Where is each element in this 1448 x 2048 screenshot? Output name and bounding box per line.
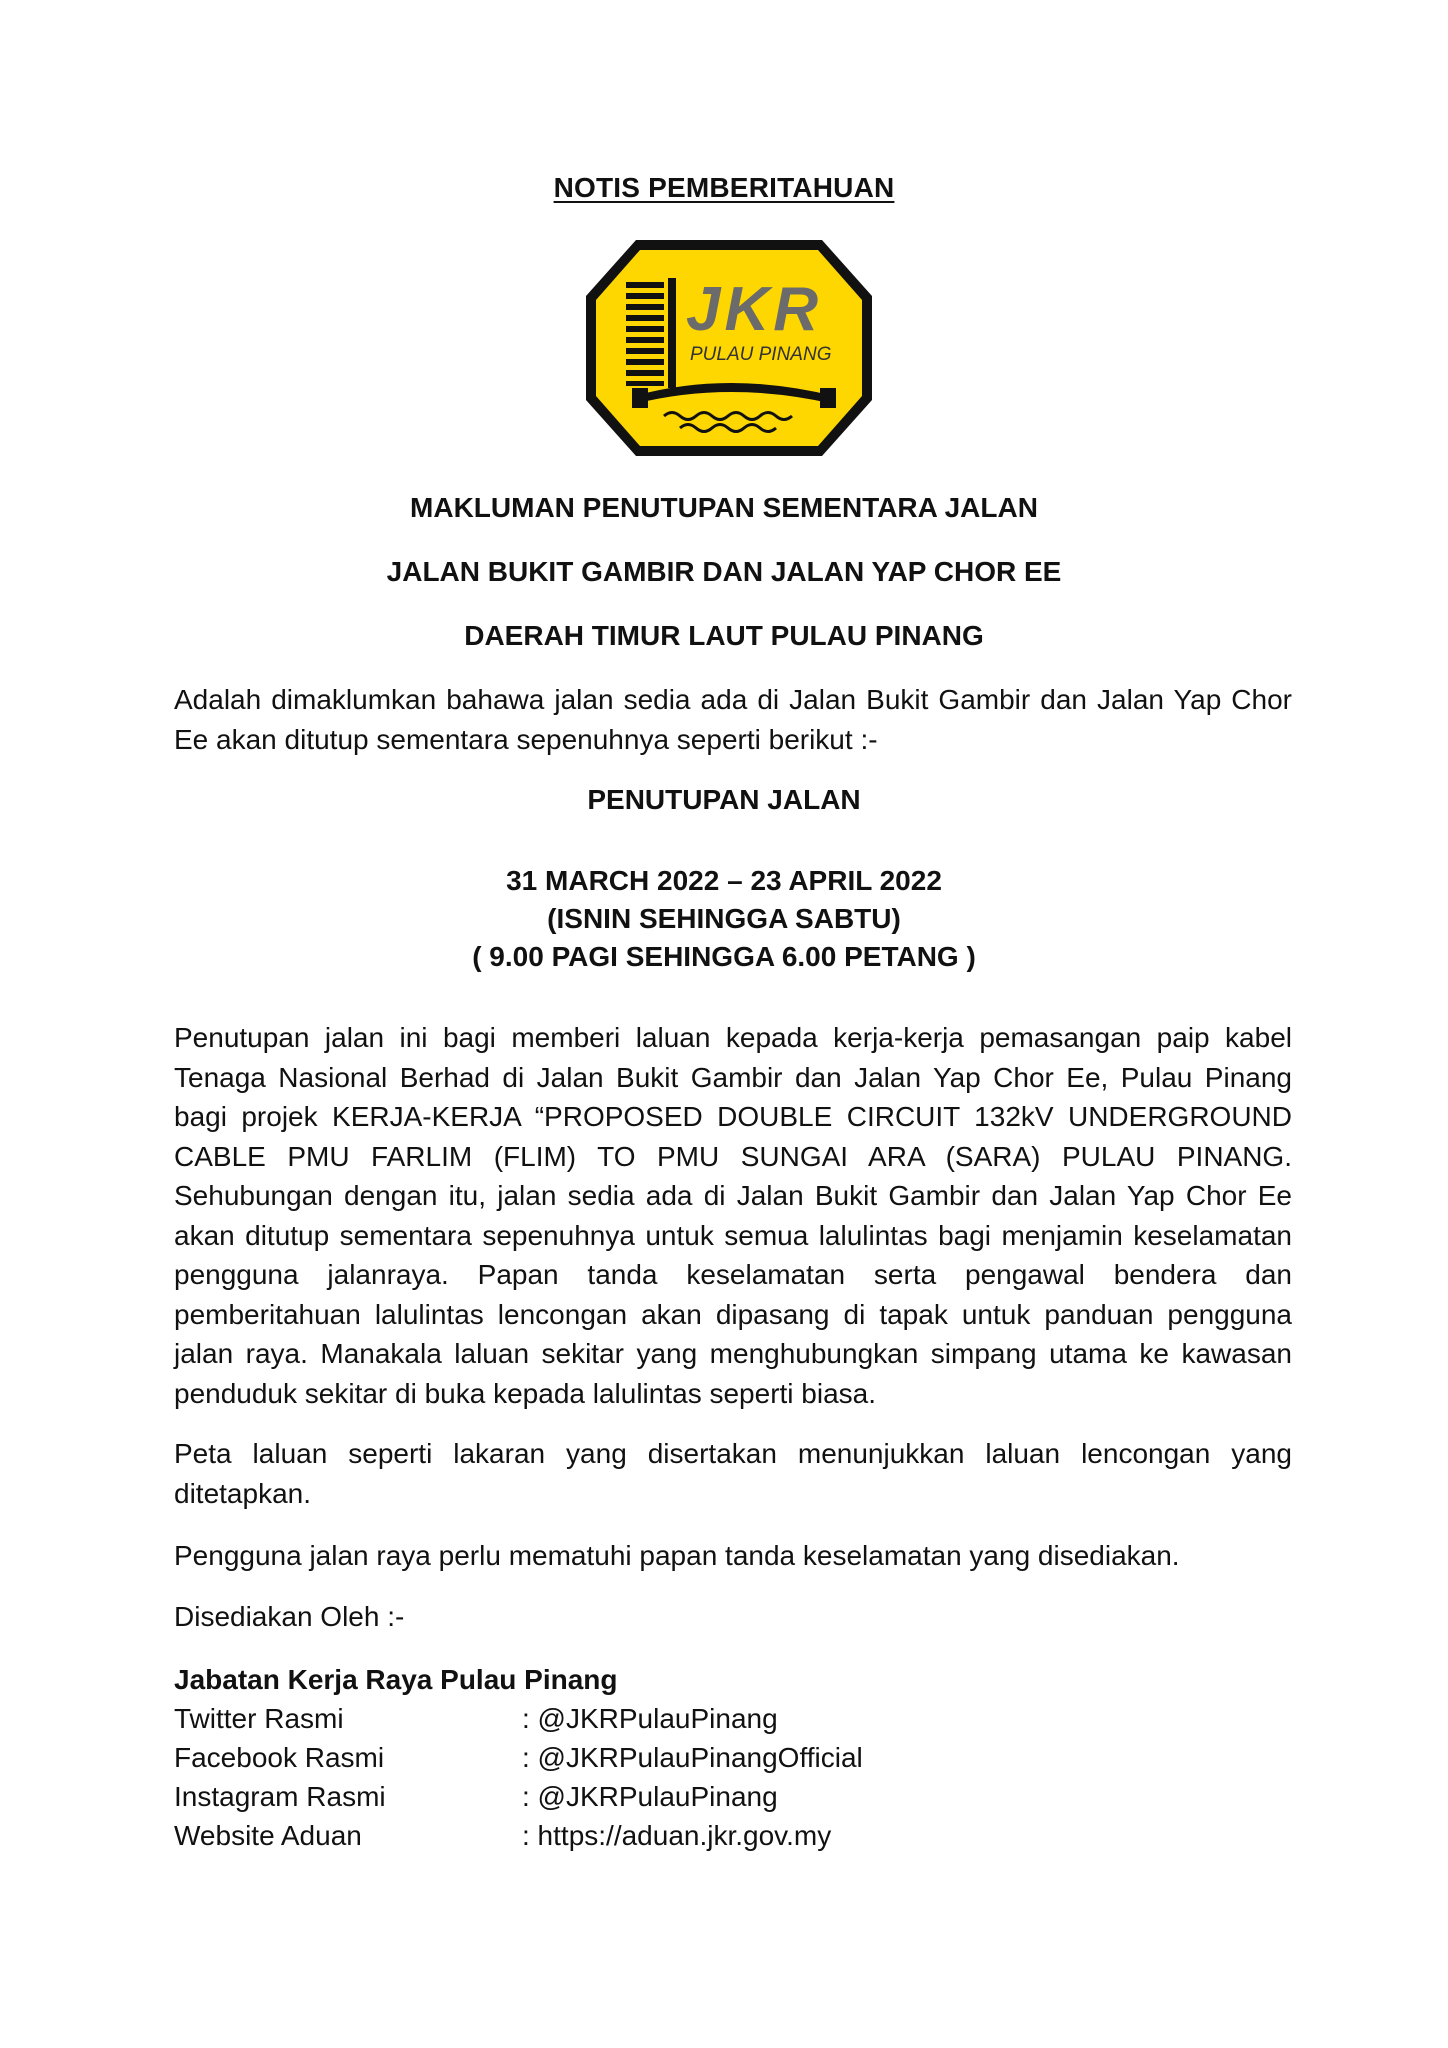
contact-block: [174, 1660, 863, 1855]
closure-dates: 31 MARCH 2022 – 23 APRIL 2022: [506, 865, 942, 896]
closure-hours: ( 9.00 PAGI SEHINGGA 6.00 PETANG ): [472, 941, 976, 972]
heading-road-names: JALAN BUKIT GAMBIR DAN JALAN YAP CHOR EE: [386, 556, 1062, 587]
logo-jkr-text: JKR: [686, 275, 823, 344]
map-paragraph: Peta laluan seperti lakaran yang disertakan menunjukkan laluan lencongan yang ditetapkan.: [174, 1438, 1292, 1509]
heading-closure-announcement: MAKLUMAN PENUTUPAN SEMENTARA JALAN: [410, 492, 1038, 523]
contact-value: : @JKRPulauPinang: [522, 1703, 778, 1734]
contact-row-website: [174, 1816, 863, 1855]
contact-label: Twitter Rasmi: [174, 1703, 344, 1734]
contact-label: Facebook Rasmi: [174, 1742, 385, 1773]
intro-paragraph: Adalah dimaklumkan bahawa jalan sedia ada di Jalan Bukit Gambir dan Jalan Yap Chor Ee akan ditutup sementara sepenuhnya seperti berikut :-: [174, 684, 1292, 755]
body-paragraph: Penutupan jalan ini bagi memberi laluan kepada kerja-kerja pemasangan paip kabel Tenaga Nasional Berhad di Jalan Bukit Gambir dan Jalan Yap Chor Ee, Pulau Pinang bagi projek KERJA-KERJA “PROPOSED DOUBLE CIRCUIT 132kV UNDERGROUND CABLE PMU FARLIM (FLIM) TO PMU SUNGAI ARA (SARA) PULAU PINANG. Sehubungan dengan itu, jalan sedia ada di Jalan Bukit Gambir dan Jalan Yap Chor Ee akan ditutup sementara sepenuhnya untuk semua lalulintas bagi menjamin keselamatan pengguna jalanraya. Papan tanda keselamatan serta pengawal bendera dan pemberitahuan lalulintas lencongan akan dipasang di tapak untuk panduan pengguna jalan raya. Manakala laluan sekitar yang menghubungkan simpang utama ke kawasan penduduk sekitar di buka kepada lalulintas seperti biasa.: [174, 1022, 1292, 1409]
prepared-by: Disediakan Oleh :-: [174, 1601, 405, 1632]
safety-paragraph: Pengguna jalan raya perlu mematuhi papan tanda keselamatan yang disediakan.: [174, 1540, 1180, 1571]
contact-value: : @JKRPulauPinangOfficial: [522, 1742, 863, 1773]
logo-subtitle-text: PULAU PINANG: [690, 344, 832, 365]
contact-label: Instagram Rasmi: [174, 1781, 386, 1812]
contact-row-facebook: [174, 1738, 863, 1777]
closure-days: (ISNIN SEHINGGA SABTU): [547, 903, 901, 934]
jkr-logo: [584, 238, 874, 458]
contact-label: Website Aduan: [174, 1820, 362, 1851]
organization-name: Jabatan Kerja Raya Pulau Pinang: [174, 1664, 618, 1695]
notice-title: NOTIS PEMBERITAHUAN: [553, 172, 895, 203]
closure-schedule: [0, 862, 1448, 976]
contact-row-instagram: [174, 1777, 863, 1816]
contact-value: : https://aduan.jkr.gov.my: [522, 1820, 832, 1851]
contact-row-twitter: [174, 1699, 863, 1738]
contact-value: : @JKRPulauPinang: [522, 1781, 778, 1812]
closure-heading: PENUTUPAN JALAN: [587, 784, 861, 815]
heading-district: DAERAH TIMUR LAUT PULAU PINANG: [464, 620, 984, 651]
